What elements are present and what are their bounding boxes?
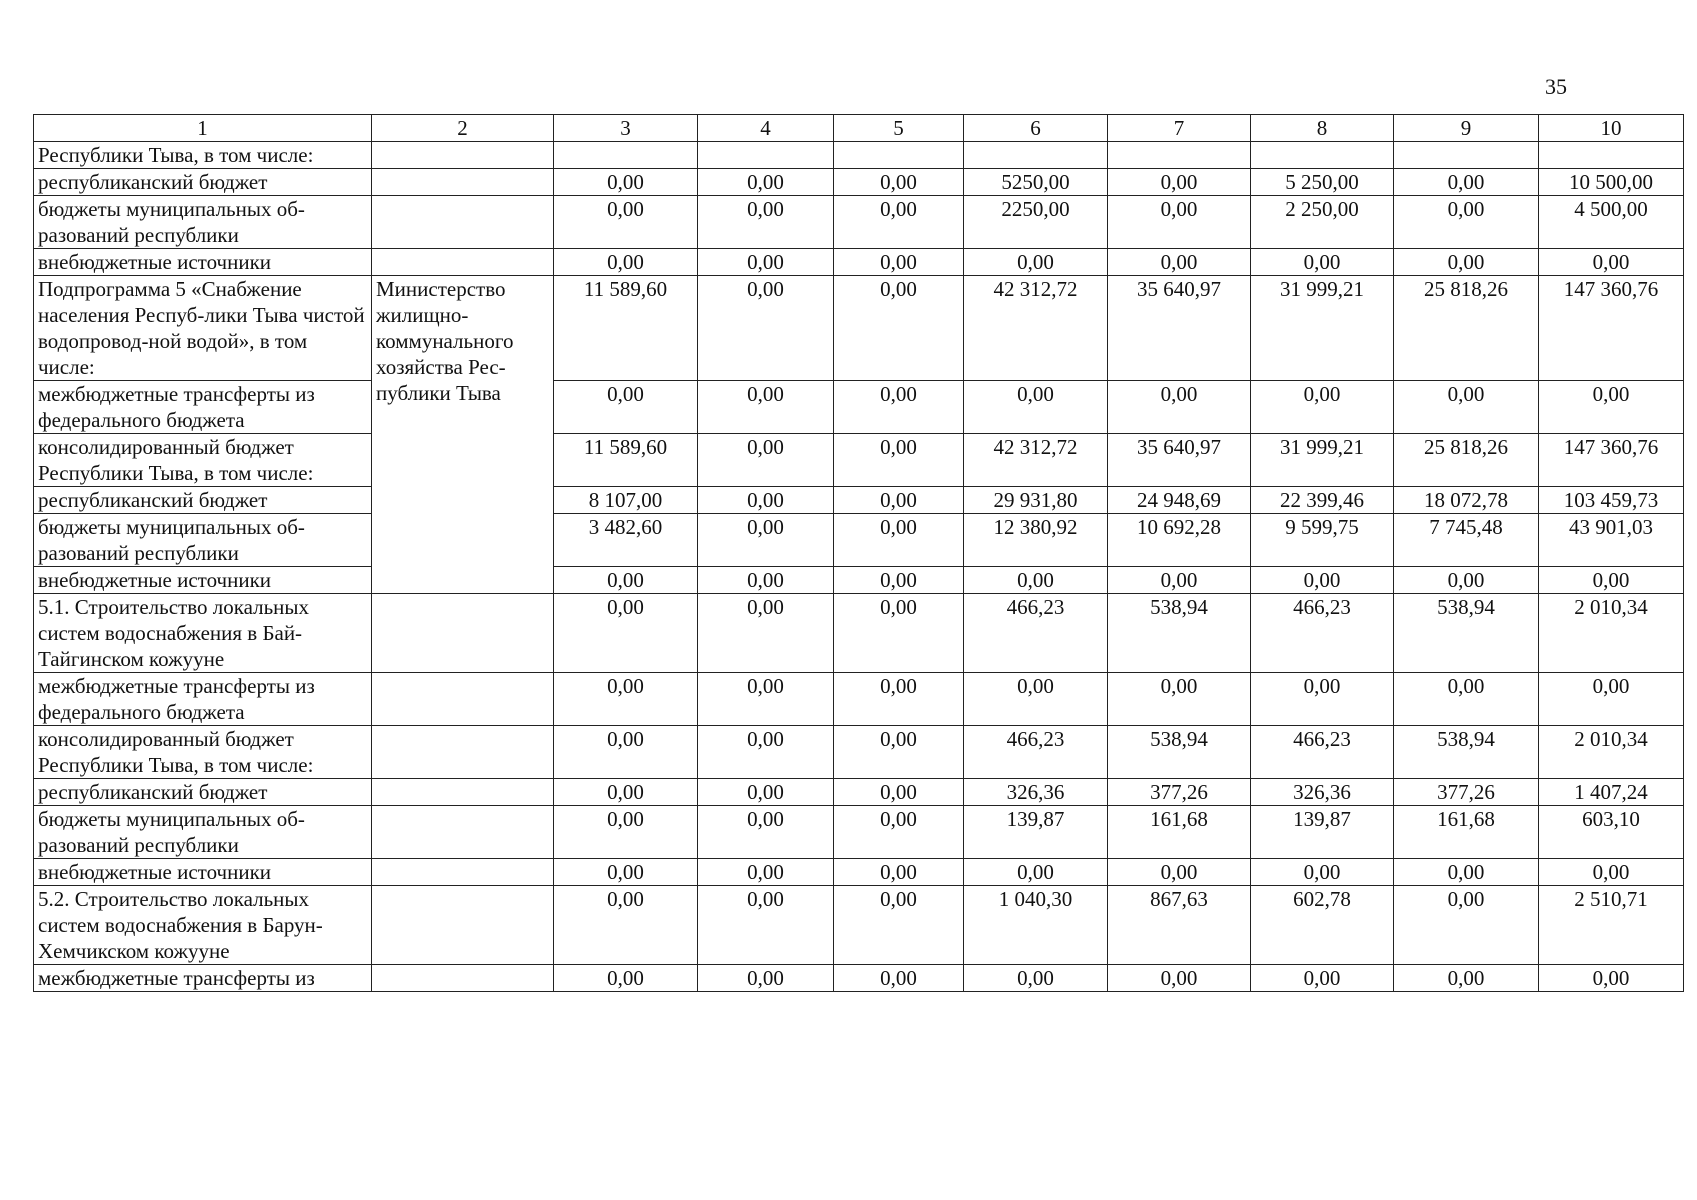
value-cell: 0,00 (964, 381, 1108, 434)
value-cell: 0,00 (1251, 381, 1394, 434)
value-cell: 10 500,00 (1539, 169, 1684, 196)
value-cell: 1 407,24 (1539, 779, 1684, 806)
table-row (34, 779, 1684, 806)
value-cell: 0,00 (1108, 381, 1251, 434)
value-cell: 147 360,76 (1539, 276, 1684, 381)
value-cell: 43 901,03 (1539, 514, 1684, 567)
value-cell: 11 589,60 (554, 276, 698, 381)
table-row (34, 276, 1684, 381)
value-cell: 25 818,26 (1394, 434, 1539, 487)
value-cell: 0,00 (554, 806, 698, 859)
value-cell: 161,68 (1394, 806, 1539, 859)
table-row (34, 673, 1684, 726)
value-cell: 0,00 (834, 487, 964, 514)
value-cell: 2 010,34 (1539, 594, 1684, 673)
value-cell: 25 818,26 (1394, 276, 1539, 381)
value-cell: 0,00 (964, 249, 1108, 276)
responsible-cell (372, 594, 554, 673)
row-label: республиканский бюджет (34, 487, 372, 514)
row-label: консолидированный бюджет Республики Тыва, в том числе: (34, 726, 372, 779)
value-cell: 0,00 (1251, 673, 1394, 726)
value-cell: 7 745,48 (1394, 514, 1539, 567)
value-cell: 0,00 (834, 859, 964, 886)
row-label: 5.2. Строительство локальных систем водоснабжения в Барун-Хемчикском кожууне (34, 886, 372, 965)
value-cell (554, 142, 698, 169)
row-label: республиканский бюджет (34, 169, 372, 196)
value-cell: 42 312,72 (964, 434, 1108, 487)
value-cell: 867,63 (1108, 886, 1251, 965)
table-row (34, 965, 1684, 992)
value-cell: 0,00 (834, 276, 964, 381)
value-cell: 0,00 (834, 169, 964, 196)
value-cell: 0,00 (698, 249, 834, 276)
value-cell: 0,00 (554, 249, 698, 276)
value-cell: 0,00 (834, 726, 964, 779)
value-cell: 0,00 (698, 514, 834, 567)
value-cell: 0,00 (964, 965, 1108, 992)
value-cell: 538,94 (1108, 594, 1251, 673)
value-cell: 11 589,60 (554, 434, 698, 487)
value-cell: 0,00 (1394, 886, 1539, 965)
value-cell: 538,94 (1108, 726, 1251, 779)
table-row (34, 806, 1684, 859)
value-cell: 0,00 (1108, 859, 1251, 886)
responsible-cell (372, 806, 554, 859)
column-header: 4 (698, 115, 834, 142)
value-cell: 0,00 (1394, 859, 1539, 886)
value-cell: 466,23 (964, 594, 1108, 673)
value-cell: 0,00 (834, 806, 964, 859)
table-row (34, 169, 1684, 196)
value-cell: 0,00 (1539, 859, 1684, 886)
value-cell: 42 312,72 (964, 276, 1108, 381)
value-cell: 0,00 (834, 673, 964, 726)
value-cell: 0,00 (1394, 965, 1539, 992)
value-cell: 1 040,30 (964, 886, 1108, 965)
value-cell: 0,00 (698, 673, 834, 726)
value-cell: 0,00 (1394, 673, 1539, 726)
value-cell: 466,23 (1251, 594, 1394, 673)
value-cell: 0,00 (964, 567, 1108, 594)
value-cell: 139,87 (964, 806, 1108, 859)
value-cell: 0,00 (964, 673, 1108, 726)
table-row (34, 434, 1684, 487)
value-cell (1394, 142, 1539, 169)
value-cell: 0,00 (1539, 381, 1684, 434)
value-cell: 0,00 (1251, 859, 1394, 886)
row-label: бюджеты муниципальных об-разований республики (34, 514, 372, 567)
value-cell: 0,00 (554, 594, 698, 673)
value-cell: 326,36 (964, 779, 1108, 806)
value-cell: 0,00 (554, 567, 698, 594)
value-cell: 0,00 (554, 381, 698, 434)
table-row (34, 514, 1684, 567)
value-cell: 0,00 (1394, 567, 1539, 594)
value-cell: 0,00 (1108, 196, 1251, 249)
value-cell: 0,00 (554, 965, 698, 992)
table-header (34, 115, 1684, 142)
value-cell: 12 380,92 (964, 514, 1108, 567)
value-cell: 0,00 (834, 965, 964, 992)
responsible-cell (372, 965, 554, 992)
value-cell: 0,00 (1539, 965, 1684, 992)
value-cell: 5250,00 (964, 169, 1108, 196)
value-cell: 0,00 (1394, 169, 1539, 196)
value-cell: 0,00 (554, 726, 698, 779)
value-cell: 0,00 (698, 779, 834, 806)
responsible-cell (372, 886, 554, 965)
value-cell: 602,78 (1251, 886, 1394, 965)
responsible-cell (372, 779, 554, 806)
value-cell: 0,00 (1108, 965, 1251, 992)
value-cell (698, 142, 834, 169)
value-cell: 538,94 (1394, 594, 1539, 673)
value-cell: 10 692,28 (1108, 514, 1251, 567)
table-row (34, 859, 1684, 886)
column-header: 5 (834, 115, 964, 142)
row-label: внебюджетные источники (34, 249, 372, 276)
value-cell: 0,00 (834, 779, 964, 806)
budget-table (33, 114, 1684, 992)
row-label: Подпрограмма 5 «Снабжение населения Респуб-лики Тыва чистой водопровод-ной водой», в том числе: (34, 276, 372, 381)
responsible-cell (372, 196, 554, 249)
responsible-executor: Министерство жилищно-коммунального хозяйства Рес-публики Тыва (372, 276, 554, 594)
value-cell: 0,00 (1251, 965, 1394, 992)
value-cell: 0,00 (834, 886, 964, 965)
value-cell: 0,00 (698, 434, 834, 487)
row-label: Республики Тыва, в том числе: (34, 142, 372, 169)
responsible-cell (372, 142, 554, 169)
value-cell: 0,00 (1539, 249, 1684, 276)
value-cell: 0,00 (554, 673, 698, 726)
value-cell: 0,00 (554, 779, 698, 806)
table-row (34, 487, 1684, 514)
table-row (34, 886, 1684, 965)
value-cell: 31 999,21 (1251, 276, 1394, 381)
value-cell: 0,00 (964, 859, 1108, 886)
value-cell: 0,00 (834, 594, 964, 673)
value-cell: 103 459,73 (1539, 487, 1684, 514)
value-cell: 0,00 (1108, 673, 1251, 726)
row-label: республиканский бюджет (34, 779, 372, 806)
value-cell: 3 482,60 (554, 514, 698, 567)
value-cell: 0,00 (834, 514, 964, 567)
responsible-cell (372, 673, 554, 726)
row-label: 5.1. Строительство локальных систем водоснабжения в Бай-Тайгинском кожууне (34, 594, 372, 673)
value-cell: 0,00 (834, 249, 964, 276)
value-cell: 0,00 (1539, 567, 1684, 594)
value-cell: 466,23 (1251, 726, 1394, 779)
responsible-cell (372, 859, 554, 886)
column-header: 9 (1394, 115, 1539, 142)
value-cell: 5 250,00 (1251, 169, 1394, 196)
value-cell: 0,00 (1394, 381, 1539, 434)
value-cell: 0,00 (698, 886, 834, 965)
responsible-cell (372, 249, 554, 276)
value-cell: 2250,00 (964, 196, 1108, 249)
table-row (34, 249, 1684, 276)
header-row (34, 115, 1684, 142)
value-cell: 0,00 (834, 434, 964, 487)
value-cell: 0,00 (834, 567, 964, 594)
value-cell: 0,00 (698, 381, 834, 434)
table-row (34, 594, 1684, 673)
table-body (34, 142, 1684, 992)
value-cell: 0,00 (1108, 249, 1251, 276)
page-number: 35 (1545, 74, 1567, 99)
value-cell: 4 500,00 (1539, 196, 1684, 249)
value-cell: 326,36 (1251, 779, 1394, 806)
value-cell: 0,00 (698, 487, 834, 514)
value-cell: 377,26 (1394, 779, 1539, 806)
column-header: 6 (964, 115, 1108, 142)
value-cell: 2 010,34 (1539, 726, 1684, 779)
value-cell: 29 931,80 (964, 487, 1108, 514)
value-cell: 0,00 (698, 859, 834, 886)
table-row (34, 142, 1684, 169)
value-cell: 2 250,00 (1251, 196, 1394, 249)
value-cell: 0,00 (698, 594, 834, 673)
value-cell: 538,94 (1394, 726, 1539, 779)
row-label: внебюджетные источники (34, 567, 372, 594)
column-header: 8 (1251, 115, 1394, 142)
value-cell: 2 510,71 (1539, 886, 1684, 965)
value-cell: 9 599,75 (1251, 514, 1394, 567)
value-cell: 377,26 (1108, 779, 1251, 806)
value-cell: 603,10 (1539, 806, 1684, 859)
table-row (34, 726, 1684, 779)
value-cell (1539, 142, 1684, 169)
value-cell: 466,23 (964, 726, 1108, 779)
value-cell: 0,00 (554, 886, 698, 965)
value-cell: 31 999,21 (1251, 434, 1394, 487)
row-label: бюджеты муниципальных об-разований республики (34, 196, 372, 249)
value-cell: 22 399,46 (1251, 487, 1394, 514)
table-row (34, 381, 1684, 434)
responsible-cell (372, 169, 554, 196)
column-header: 10 (1539, 115, 1684, 142)
value-cell: 24 948,69 (1108, 487, 1251, 514)
value-cell (834, 142, 964, 169)
value-cell: 0,00 (698, 196, 834, 249)
value-cell: 8 107,00 (554, 487, 698, 514)
value-cell: 161,68 (1108, 806, 1251, 859)
value-cell: 0,00 (554, 196, 698, 249)
responsible-cell (372, 726, 554, 779)
value-cell (1251, 142, 1394, 169)
value-cell: 0,00 (698, 276, 834, 381)
value-cell (1108, 142, 1251, 169)
row-label: консолидированный бюджет Республики Тыва, в том числе: (34, 434, 372, 487)
table-row (34, 567, 1684, 594)
value-cell: 0,00 (554, 859, 698, 886)
value-cell: 0,00 (834, 381, 964, 434)
value-cell: 0,00 (1251, 567, 1394, 594)
value-cell (964, 142, 1108, 169)
value-cell: 0,00 (834, 196, 964, 249)
value-cell: 0,00 (698, 726, 834, 779)
value-cell: 147 360,76 (1539, 434, 1684, 487)
column-header: 3 (554, 115, 698, 142)
table-row (34, 196, 1684, 249)
value-cell: 0,00 (1539, 673, 1684, 726)
column-header: 1 (34, 115, 372, 142)
row-label: межбюджетные трансферты из федерального бюджета (34, 673, 372, 726)
value-cell: 0,00 (1108, 567, 1251, 594)
value-cell: 0,00 (1394, 249, 1539, 276)
value-cell: 0,00 (554, 169, 698, 196)
row-label: внебюджетные источники (34, 859, 372, 886)
value-cell: 0,00 (1394, 196, 1539, 249)
value-cell: 0,00 (698, 806, 834, 859)
value-cell: 18 072,78 (1394, 487, 1539, 514)
value-cell: 35 640,97 (1108, 276, 1251, 381)
value-cell: 0,00 (698, 567, 834, 594)
value-cell: 0,00 (698, 169, 834, 196)
column-header: 7 (1108, 115, 1251, 142)
row-label: межбюджетные трансферты из (34, 965, 372, 992)
value-cell: 139,87 (1251, 806, 1394, 859)
row-label: бюджеты муниципальных об-разований республики (34, 806, 372, 859)
value-cell: 35 640,97 (1108, 434, 1251, 487)
column-header: 2 (372, 115, 554, 142)
value-cell: 0,00 (1251, 249, 1394, 276)
row-label: межбюджетные трансферты из федерального бюджета (34, 381, 372, 434)
value-cell: 0,00 (698, 965, 834, 992)
value-cell: 0,00 (1108, 169, 1251, 196)
